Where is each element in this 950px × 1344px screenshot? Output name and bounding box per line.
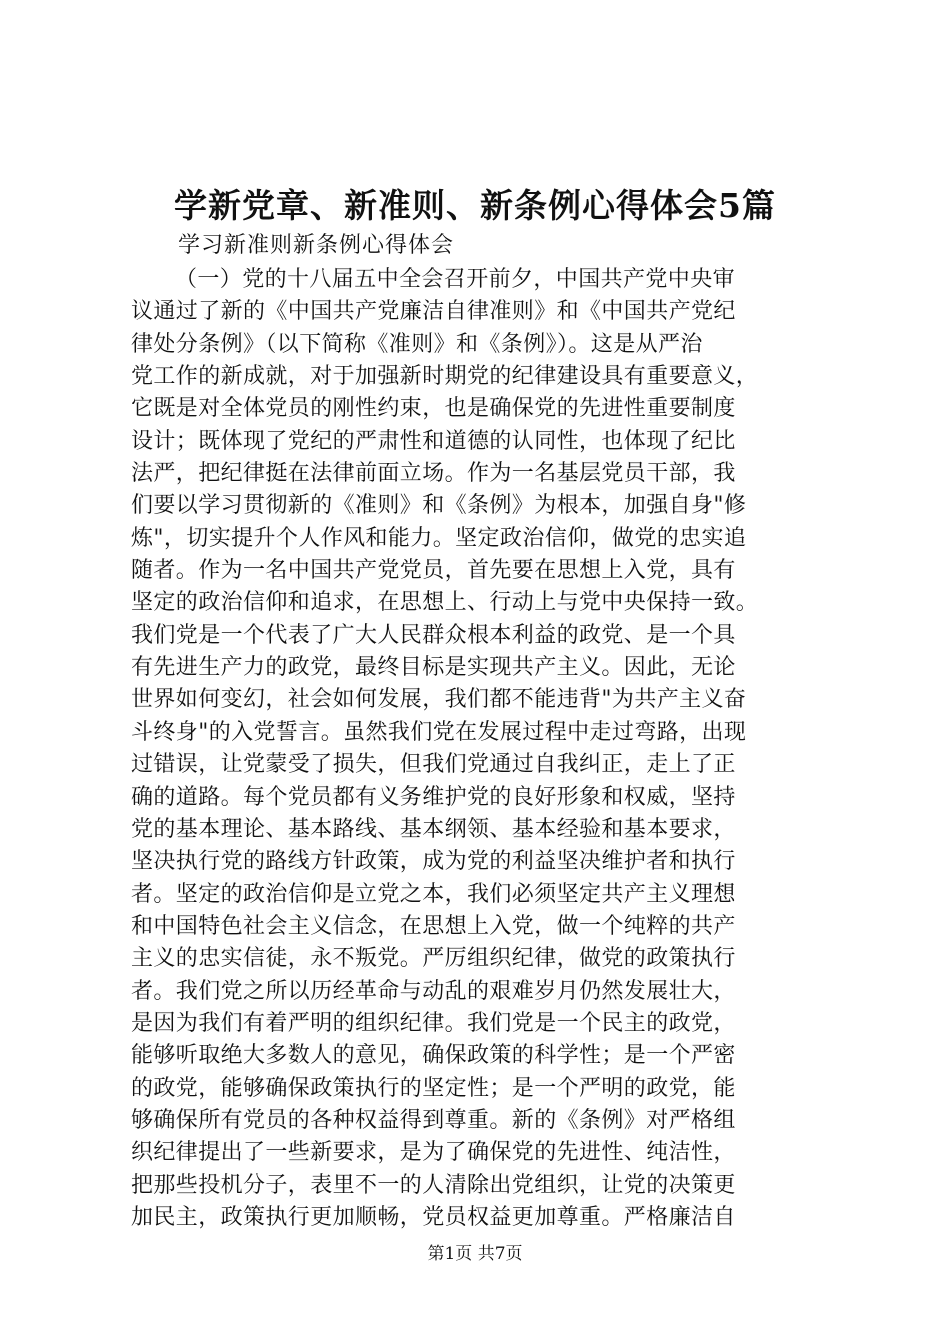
text-line: 坚决执行党的路线方针政策，成为党的利益坚决维护者和执行: [131, 849, 736, 875]
text-line: 律处分条例》（以下简称《准则》和《条例》）。这是从严治: [131, 331, 703, 357]
text-line: 随者。作为一名中国共产党党员，首先要在思想上入党，具有: [131, 558, 736, 584]
body-text: [131, 264, 831, 1234]
document-title: 学新党章、新准则、新条例心得体会5篇: [174, 186, 776, 225]
text-line: 我们党是一个代表了广大人民群众根本利益的政党、是一个具: [131, 622, 736, 648]
text-line: （一）党的十八届五中全会召开前夕，中国共产党中央审: [175, 267, 736, 292]
text-line: 加民主，政策执行更加顺畅，党员权益更加尊重。严格廉洁自: [131, 1204, 736, 1230]
text-line: 党的基本理论、基本路线、基本纲领、基本经验和基本要求，: [131, 816, 736, 842]
text-line: 它既是对全体党员的刚性约束，也是确保党的先进性重要制度: [131, 396, 736, 422]
text-line: 议通过了新的《中国共产党廉洁自律准则》和《中国共产党纪: [131, 299, 736, 325]
text-line: 和中国特色社会主义信念，在思想上入党，做一个纯粹的共产: [131, 913, 736, 939]
text-line: 坚定的政治信仰和追求，在思想上、行动上与党中央保持一致。: [131, 590, 759, 616]
text-line: 设计；既体现了党纪的严肃性和道德的认同性，也体现了纪比: [131, 428, 736, 454]
text-line: 斗终身"的入党誓言。虽然我们党在发展过程中走过弯路，出现: [131, 719, 747, 745]
text-line: 者。我们党之所以历经革命与动乱的艰难岁月仍然发展壮大，: [131, 978, 736, 1004]
text-line: 确的道路。每个党员都有义务维护党的良好形象和权威，坚持: [131, 784, 736, 810]
text-line: 炼"，切实提升个人作风和能力。坚定政治信仰，做党的忠实追: [131, 525, 747, 551]
text-line: 能够听取绝大多数人的意见，确保政策的科学性；是一个严密: [131, 1043, 736, 1069]
text-line: 是因为我们有着严明的组织纪律。我们党是一个民主的政党，: [131, 1010, 736, 1036]
text-line: 党工作的新成就，对于加强新时期党的纪律建设具有重要意义，: [131, 364, 759, 390]
text-line: 世界如何变幻，社会如何发展，我们都不能违背"为共产主义奋: [131, 687, 747, 713]
text-line: 织纪律提出了一些新要求，是为了确保党的先进性、纯洁性，: [131, 1140, 736, 1166]
text-line: 的政党，能够确保政策执行的坚定性；是一个严明的政党，能: [131, 1075, 736, 1101]
text-line: 者。坚定的政治信仰是立党之本，我们必须坚定共产主义理想: [131, 881, 736, 907]
text-line: 把那些投机分子，表里不一的人清除出党组织，让党的决策更: [131, 1172, 736, 1198]
text-line: 们要以学习贯彻新的《准则》和《条例》为根本，加强自身"修: [131, 493, 747, 519]
text-line: 主义的忠实信徒，永不叛党。严厉组织纪律，做党的政策执行: [131, 946, 736, 972]
section-subtitle: 学习新准则新条例心得体会: [178, 233, 455, 258]
text-line: 法严，把纪律挺在法律前面立场。作为一名基层党员干部，我: [131, 461, 736, 487]
text-line: 够确保所有党员的各种权益得到尊重。新的《条例》对严格组: [131, 1107, 736, 1133]
page-number: 第1页 共7页: [427, 1244, 523, 1264]
text-line: 有先进生产力的政党，最终目标是实现共产主义。因此，无论: [131, 655, 736, 681]
text-line: 过错误，让党蒙受了损失，但我们党通过自我纠正，走上了正: [131, 752, 736, 778]
